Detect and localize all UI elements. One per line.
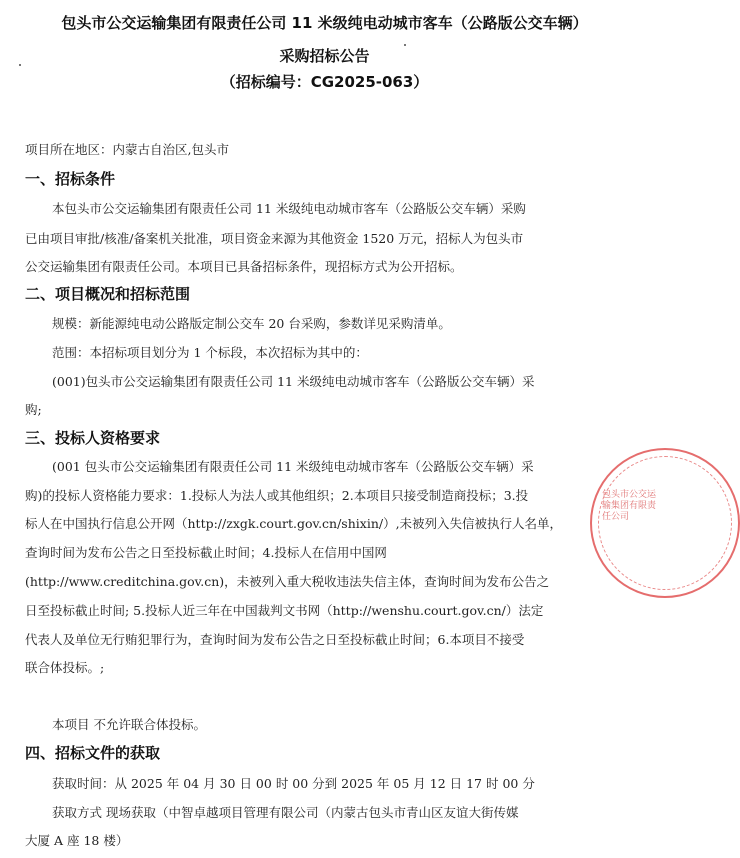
company-seal-inner-ring [598,456,732,590]
section-4-heading: 四、招标文件的获取 [25,744,161,762]
joint-bid-note: 本项目 不允许联合体投标。 [52,717,206,732]
section-4-line: 大厦 A 座 18 楼） [25,833,129,848]
section-3-line: 代表人及单位无行贿犯罪行为，查询时间为发布公告之日至投标截止时间；6.本项目不接受 [25,632,525,647]
document-title-line-1: 包头市公交运输集团有限责任公司 11 米级纯电动城市客车（公路版公交车辆） [61,14,588,32]
section-4-line: 获取方式 现场获取（中智卓越项目管理有限公司（内蒙古包头市青山区友谊大街传媒 [52,805,519,820]
section-1-heading: 一、招标条件 [25,170,116,188]
scan-speck [404,44,406,46]
section-3-line: 查询时间为发布公告之日至投标截止时间；4.投标人在信用中国网 [25,545,387,560]
section-2-heading: 二、项目概况和招标范围 [25,285,191,303]
section-4-line: 获取时间：从 2025 年 04 月 30 日 00 时 00 分到 2025 年 05 月 12 日 17 时 00 分 [52,776,535,791]
scan-speck [19,64,21,66]
section-3-line: 日至投标截止时间; 5.投标人近三年在中国裁判文书网（http://wenshu.court.gov.cn/）法定 [25,603,544,618]
section-3-line: 联合体投标。; [25,660,105,675]
document-title-line-2: 采购招标公告 [279,47,370,65]
section-2-line: 范围：本招标项目划分为 1 个标段，本次招标为其中的： [52,345,368,360]
section-1-line: 已由项目审批/核准/备案机关批准，项目资金来源为其他资金 1520 万元，招标人为包头市 [25,231,524,246]
company-seal [590,448,740,598]
document-title-line-3: （招标编号：CG2025-063） [220,73,429,91]
section-2-line: 规模：新能源纯电动公路版定制公交车 20 台采购，参数详见采购清单。 [52,316,451,331]
section-3-line: (001 包头市公交运输集团有限责任公司 11 米级纯电动城市客车（公路版公交车辆）采 [52,459,534,474]
section-2-line: 购; [25,402,42,417]
section-3-heading: 三、投标人资格要求 [25,429,161,447]
section-3-line: 标人在中国执行信息公开网（http://zxgk.court.gov.cn/shixin/）,未被列入失信被执行人名单， [25,516,563,531]
section-2-line: (001)包头市公交运输集团有限责任公司 11 米级纯电动城市客车（公路版公交车辆）采 [52,374,535,389]
section-3-line: 购)的投标人资格能力要求：1.投标人为法人或其他组织；2.本项目只接受制造商投标；3.投 [25,488,529,503]
company-seal-text: 包头市公交运输集团有限责任公司 [602,490,657,522]
project-location: 项目所在地区：内蒙古自治区,包头市 [25,142,229,157]
section-1-line: 本包头市公交运输集团有限责任公司 11 米级纯电动城市客车（公路版公交车辆）采购 [52,201,526,216]
section-1-line: 公交运输集团有限责任公司。本项目已具备招标条件，现招标方式为公开招标。 [25,259,463,274]
section-3-line: (http://www.creditchina.gov.cn)，未被列入重大税收违法失信主体，查询时间为发布公告之 [25,574,550,589]
